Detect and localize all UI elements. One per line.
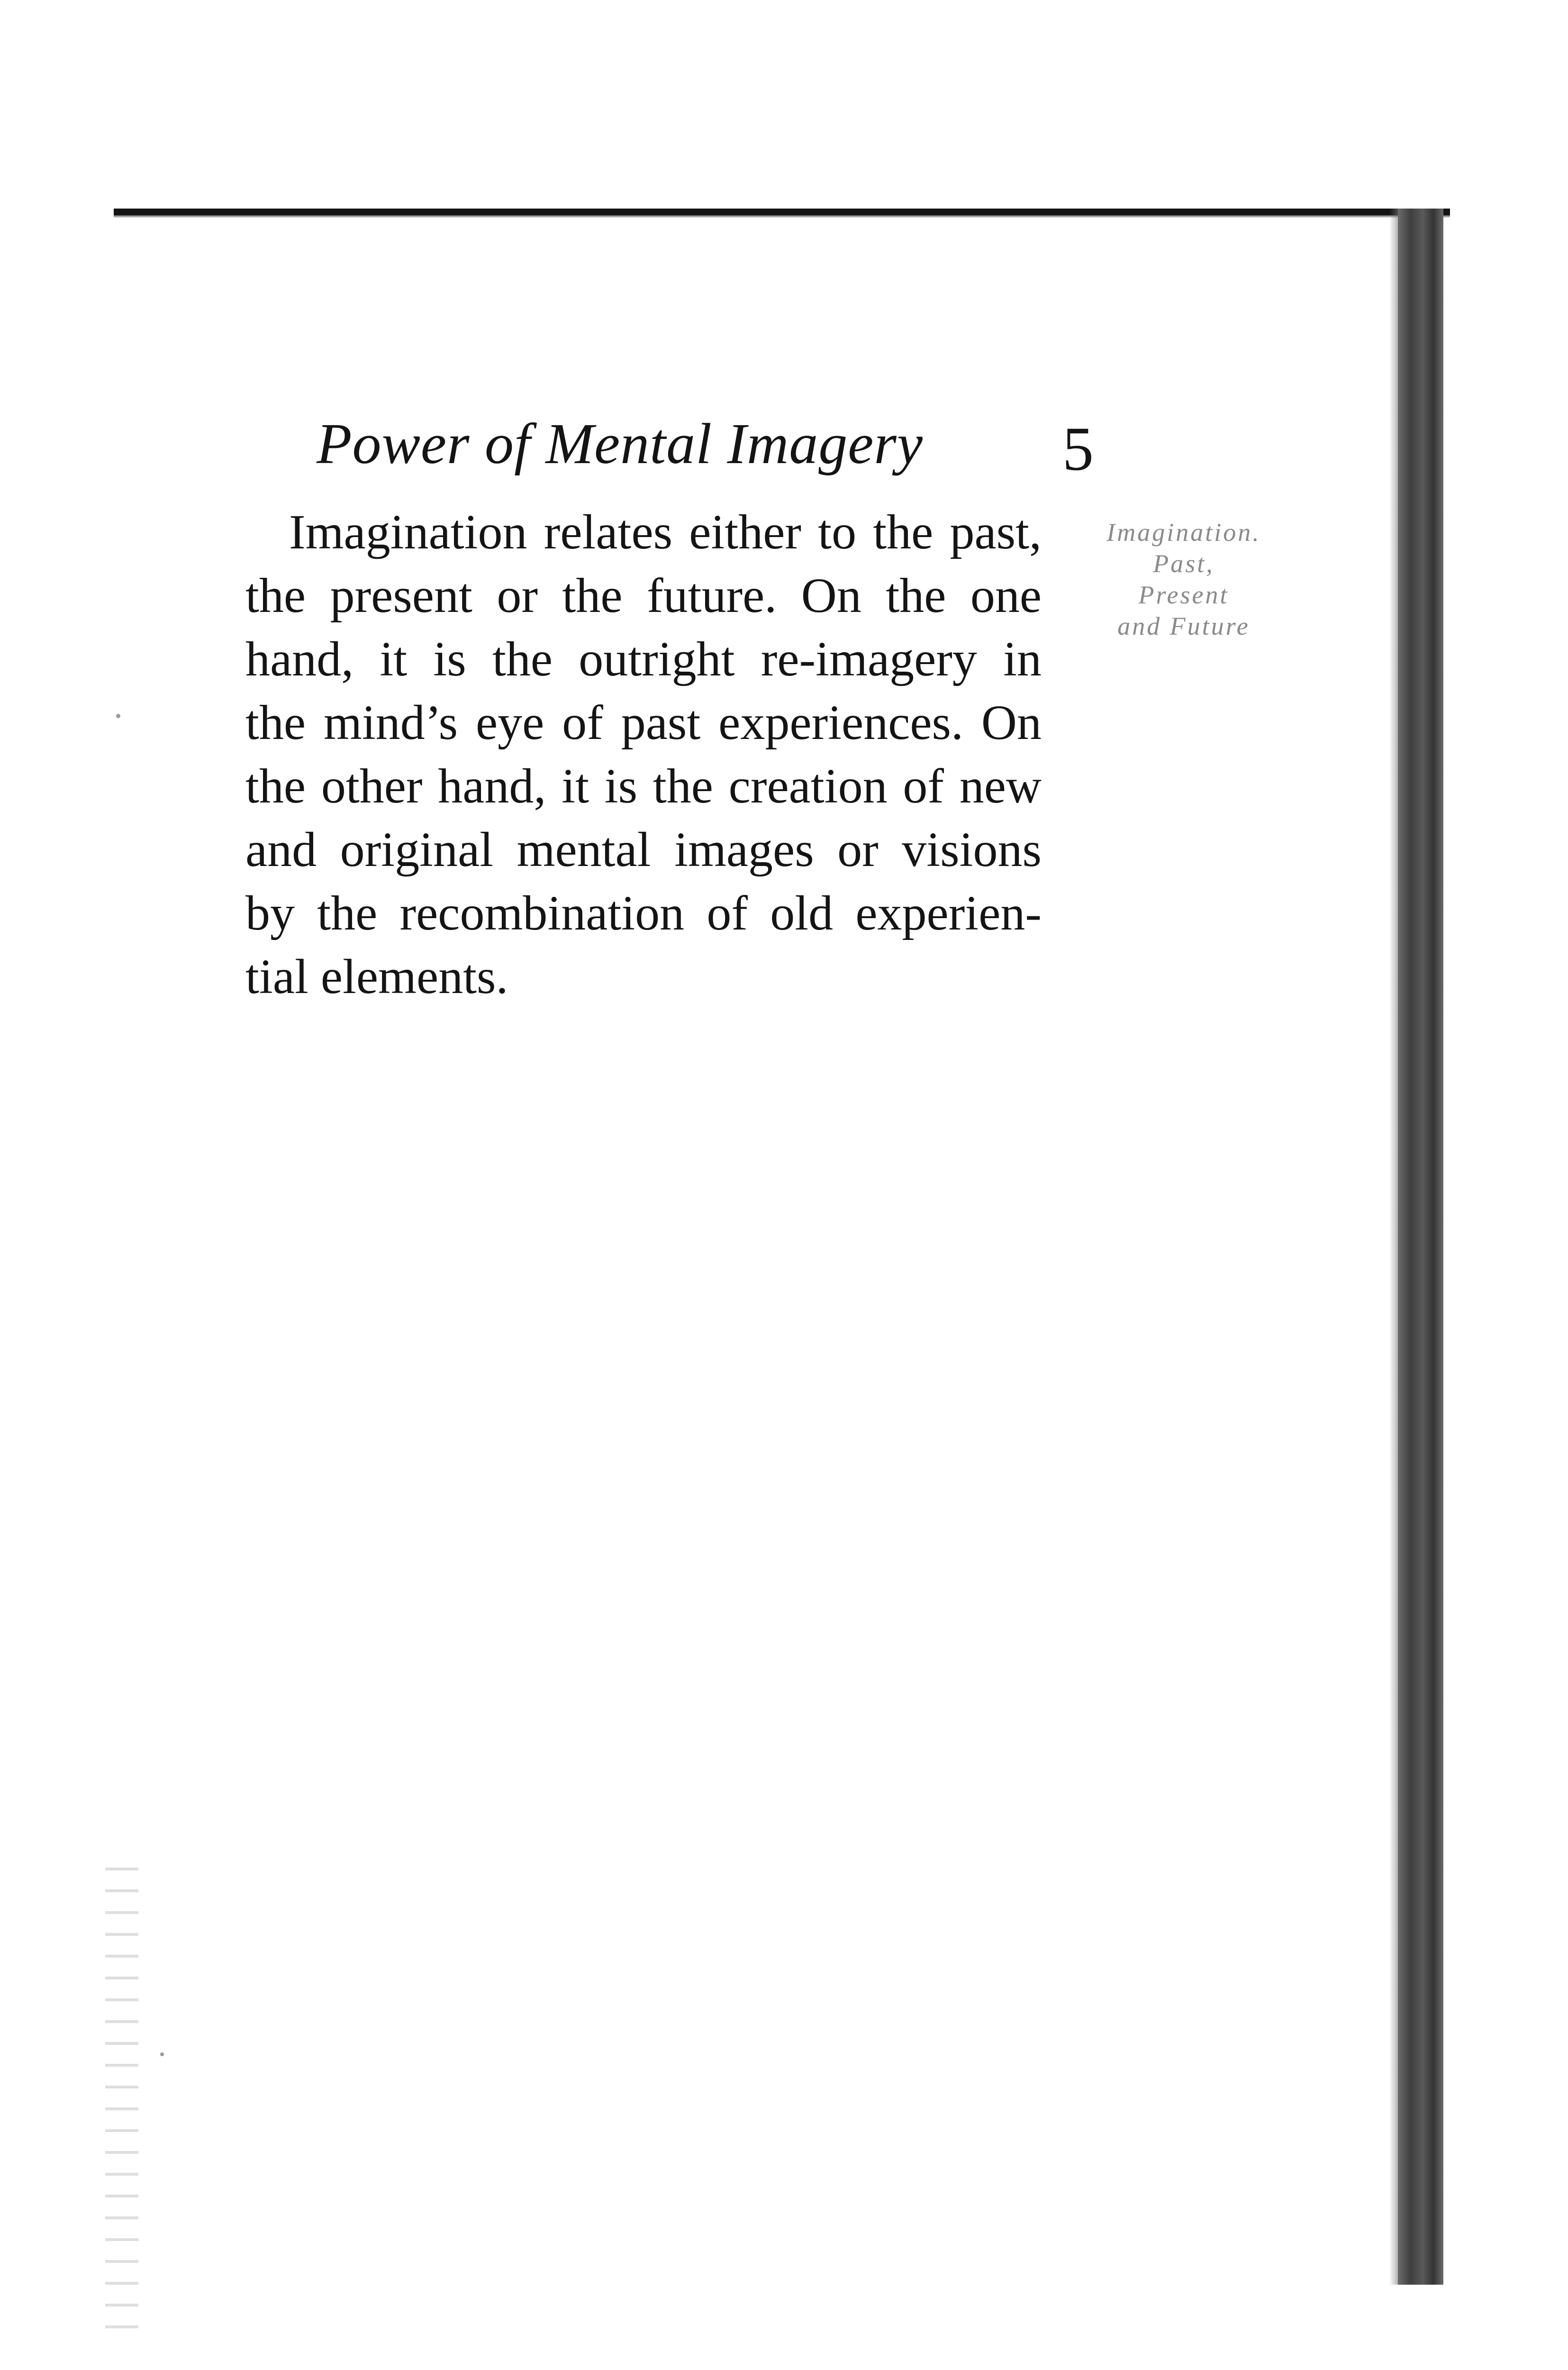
scan-edge-marks xyxy=(105,1849,138,2337)
spine-shadow xyxy=(1389,209,1398,2285)
text-line: the present or the future. On the one xyxy=(245,568,1042,623)
margin-note xyxy=(1051,517,1316,642)
text-line: by the recombination of old experien- xyxy=(245,886,1042,940)
margin-note-line: Present xyxy=(1138,581,1229,609)
book-spine-edge xyxy=(1398,209,1443,2285)
paper-speck xyxy=(160,2052,164,2056)
body-paragraph xyxy=(245,501,1042,1009)
running-head: Power of Mental Imagery xyxy=(317,412,923,476)
top-rule xyxy=(114,209,1450,215)
text-line: the other hand, it is the creation of new xyxy=(245,759,1042,813)
text-line: Imagination relates either to the past, xyxy=(289,505,1042,559)
margin-note-line: Imagination. xyxy=(1106,518,1261,547)
top-rule-shadow xyxy=(114,215,1450,218)
paper-speck xyxy=(116,714,120,718)
text-line: the mind’s eye of past experiences. On xyxy=(245,695,1042,750)
page-number: 5 xyxy=(1062,414,1094,483)
margin-note-line: and Future xyxy=(1117,612,1250,640)
text-line: tial elements. xyxy=(245,949,508,1004)
margin-note-line: Past, xyxy=(1153,549,1215,578)
text-line: hand, it is the outright re-imagery in xyxy=(245,632,1042,686)
text-line: and original mental images or visions xyxy=(245,822,1042,877)
